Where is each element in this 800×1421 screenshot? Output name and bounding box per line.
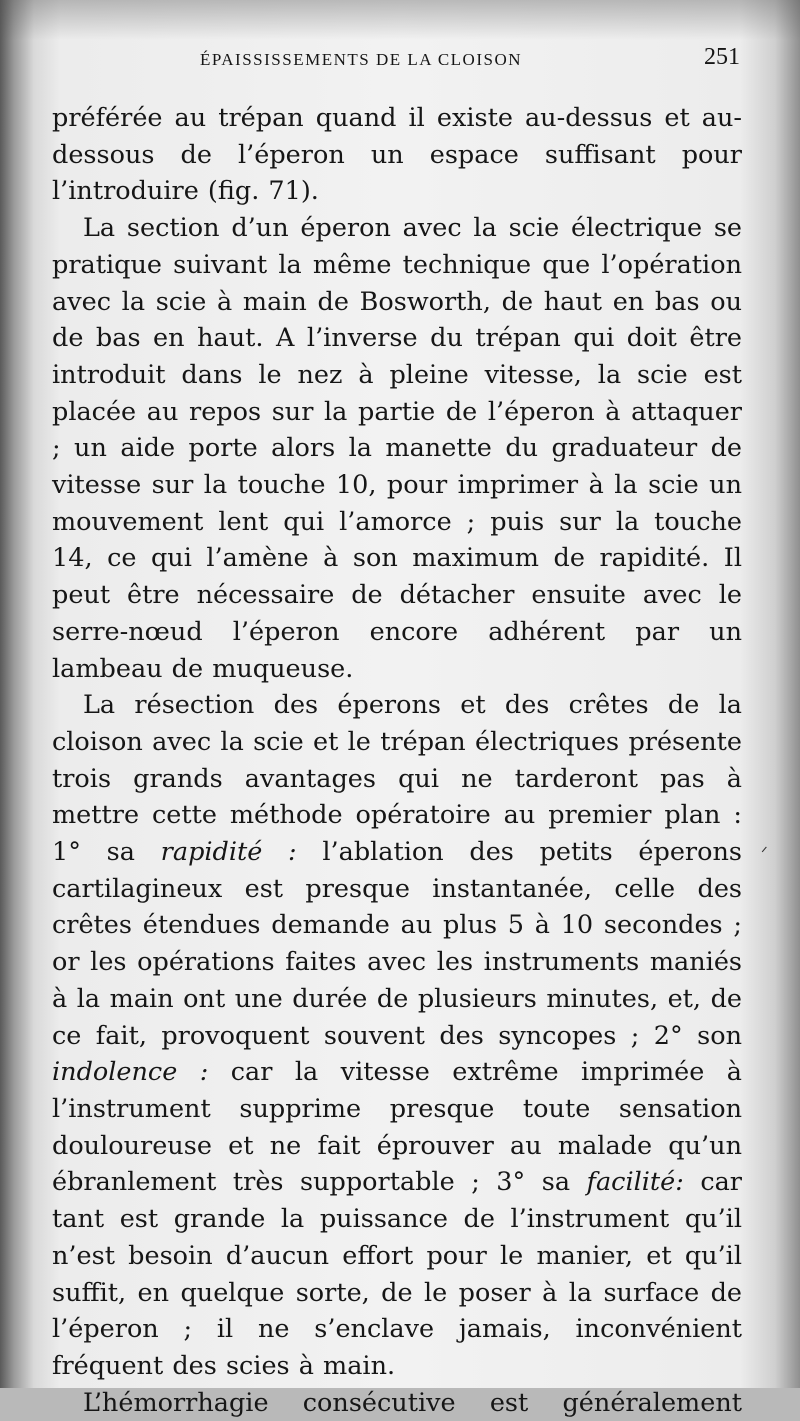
paragraph-continuation	[52, 100, 742, 210]
book-page	[52, 38, 742, 1421]
italic-term-rapidite: rapidité :	[160, 837, 297, 868]
text-segment: car la vitesse extrême imprimée à l’instrument supprime presque toute sensation douloureuse et ne fait éprouver au malade qu’un ébranlement très supportable ; 3° sa	[52, 1057, 742, 1198]
text-segment: La section d’un éperon avec la scie électrique se pratique suivant la même technique que l’opération avec la scie à main de Bosworth, de haut en bas ou de bas en haut. A l’inverse du trépan qui doit être introduit dans le nez à pleine vitesse, la scie est placée au repos sur la partie de l’éperon à attaquer ; un aide porte alors la manette du graduateur de vitesse sur la touche 10, pour imprimer à la scie un mouvement lent qui l’amorce ; puis sur la touche 14, ce qui l’amène à son maximum de rapidité. Il peut être nécessaire de détacher ensuite avec le serre-nœud l’éperon encore adhérent par un lambeau de muqueuse.	[52, 213, 742, 684]
body-text	[52, 100, 742, 1421]
text-segment: préférée au trépan quand il existe au-dessus et au-dessous de l’éperon un espace suffisant pour l’introduire (fig. 71).	[52, 103, 742, 207]
paragraph-section-eperon	[52, 210, 742, 687]
text-segment: l’ablation des petits éperons cartilagineux est presque instantanée, celle des crêtes étendues demande au plus 5 à 10 secondes ; or les opérations faites avec les instruments maniés à la main ont une durée de plusieurs minutes, et, de ce fait, provoquent souvent des syncopes ; 2° son	[52, 837, 742, 1051]
italic-term-facilite: facilité:	[586, 1167, 684, 1198]
italic-term-indolence: indolence :	[52, 1057, 209, 1088]
page-number: 251	[704, 44, 740, 70]
text-segment: car tant est grande la puissance de l’instrument qu’il n’est besoin d’aucun effort pour le manier, et qu’il suffit, en quelque sorte, de le poser à la surface de l’éperon ; il ne s’enclave jamais, inconvénient fréquent des scies à main.	[52, 1167, 743, 1381]
margin-mark: ᐟ	[761, 843, 768, 862]
text-segment: La résection des éperons et des crêtes de la cloison avec la scie et le trépan électriques présente trois grands avantages qui ne tarderont pas à mettre cette méthode opératoire au premier plan : 1° sa	[52, 690, 742, 868]
text-segment: L’hémorrhagie consécutive est généralement	[83, 1387, 742, 1418]
paragraph-resection-avantages	[52, 687, 742, 1384]
running-title: ÉPAISSISSEMENTS DE LA CLOISON	[200, 50, 522, 69]
scan-shadow	[0, 0, 800, 40]
paragraph-hemorrhagie	[52, 1385, 742, 1421]
running-head	[52, 38, 742, 78]
